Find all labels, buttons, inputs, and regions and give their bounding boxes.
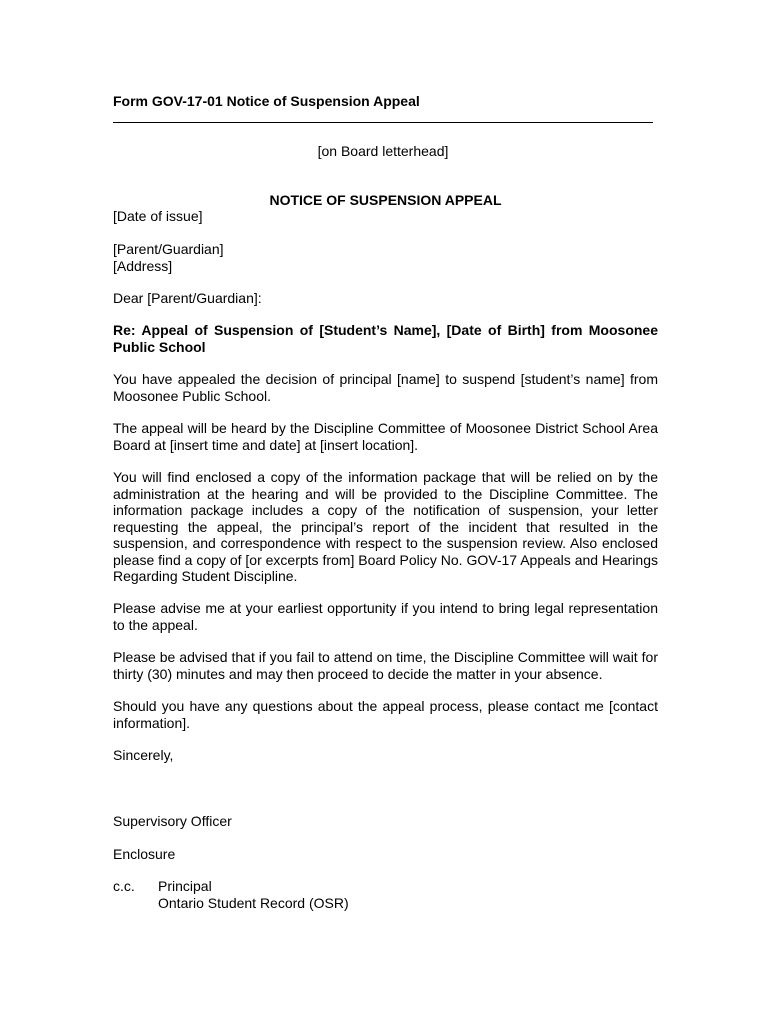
closing: Sincerely, — [113, 747, 174, 763]
recipient-address: [Address] — [113, 257, 173, 274]
salutation: Dear [Parent/Guardian]: — [113, 290, 262, 306]
paragraph-5: Please be advised that if you fail to attend on time, the Discipline Committee will wait for thirty (30) minutes and may then proceed to decide the matter in your absence. — [113, 649, 658, 682]
cc-label: c.c. — [113, 878, 135, 894]
paragraph-1: You have appealed the decision of principal [name] to suspend [student’s name] from Moosonee Public School. — [113, 371, 658, 404]
signatory: Supervisory Officer — [113, 813, 232, 829]
recipient-name: [Parent/Guardian] — [113, 241, 224, 257]
paragraph-6: Should you have any questions about the appeal process, please contact me [contact information]. — [113, 698, 658, 731]
paragraph-3: You will find enclosed a copy of the information package that will be relied on by the administration at the hearing and will be provided to the Discipline Committee. The information package includes a copy of the notification of suspension, your letter requesting the appeal, the principal’s report of the incident that resulted in the suspension, and correspondence with respect to the suspension review. Also enclosed please find a copy of [or excerpts from] Board Policy No. GOV-17 Appeals and Hearings Regarding Student Discipline. — [113, 469, 658, 584]
subject-line: Re: Appeal of Suspension of [Student’s Name], [Date of Birth] from Moosonee Public School — [113, 322, 658, 355]
recipient-block — [113, 241, 658, 274]
letterhead-placeholder: [on Board letterhead] — [317, 143, 449, 159]
enclosure-note: Enclosure — [113, 846, 176, 862]
paragraph-4: Please advise me at your earliest opportunity if you intend to bring legal representation to the appeal. — [113, 600, 658, 633]
cc-block — [113, 878, 658, 912]
notice-heading: NOTICE OF SUSPENSION APPEAL — [269, 192, 502, 208]
date-of-issue: [Date of issue] — [113, 208, 203, 224]
header-rule — [113, 122, 653, 123]
cc-recipient: Principal — [158, 878, 212, 894]
cc-recipients — [158, 878, 349, 911]
form-title: Form GOV-17-01 Notice of Suspension Appeal — [113, 93, 420, 109]
paragraph-2: The appeal will be heard by the Discipline Committee of Moosonee District School Area Board at [insert time and date] at [insert location]. — [113, 420, 658, 453]
cc-recipient: Ontario Student Record (OSR) — [158, 894, 349, 911]
